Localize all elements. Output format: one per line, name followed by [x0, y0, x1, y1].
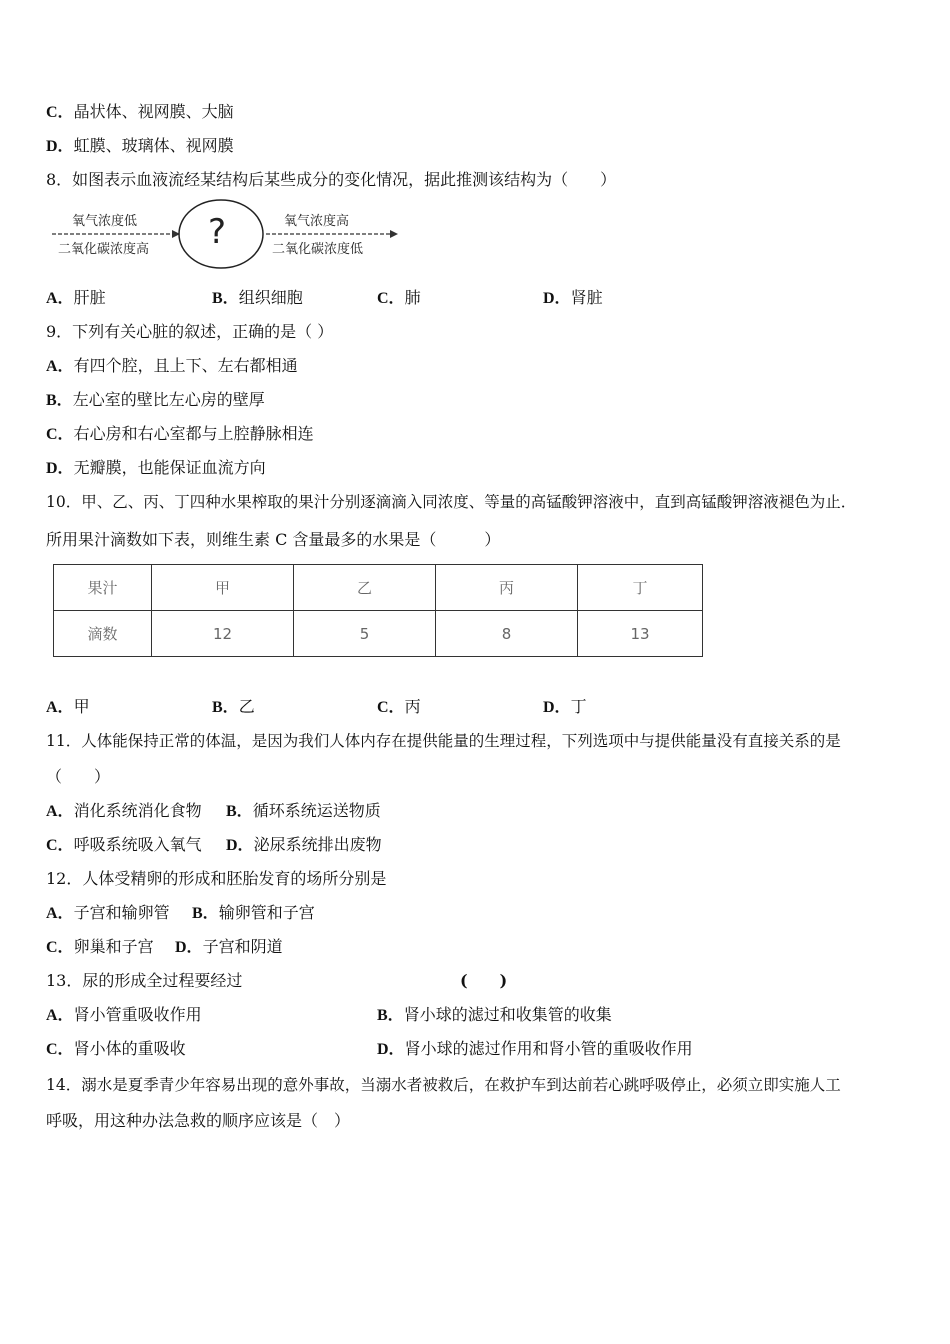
- table-row: [54, 611, 703, 657]
- q9-option-b: B．左心室的壁比左心房的壁厚: [46, 390, 265, 409]
- q11-option-c: C．呼吸系统吸入氧气: [46, 835, 202, 854]
- q12-option-d: D．子宫和阴道: [175, 937, 283, 956]
- q14-stem-line2: 呼吸，用这种办法急救的顺序应该是（ ）: [46, 1111, 351, 1130]
- q13-answer-paren: ( ): [460, 971, 508, 990]
- table-cell: 果汁: [54, 565, 152, 611]
- table-cell: 丙: [436, 565, 578, 611]
- q10-option-c: C．丙: [377, 697, 421, 716]
- table-cell: 8: [436, 611, 578, 657]
- q13-option-a: A．肾小管重吸收作用: [46, 1005, 202, 1024]
- table-cell: 13: [578, 611, 703, 657]
- q9-option-a: A．有四个腔，且上下、左右都相通: [46, 356, 298, 375]
- q10-option-b: B．乙: [212, 697, 255, 716]
- table-cell: 5: [294, 611, 436, 657]
- table-cell: 12: [152, 611, 294, 657]
- q11-stem-line2: （ ）: [46, 767, 111, 786]
- q14-stem-line1: 14．溺水是夏季青少年容易出现的意外事故，当溺水者被救后，在救护车到达前若心跳呼吸停止，必须立即实施人工: [46, 1076, 841, 1094]
- q9-stem: 9．下列有关心脏的叙述，正确的是（ ）: [46, 322, 334, 341]
- table-cell: 滴数: [54, 611, 152, 657]
- q11-option-a: A．消化系统消化食物: [46, 801, 202, 820]
- question-mark: ?: [208, 212, 227, 252]
- q10-option-d: D．丁: [543, 697, 587, 716]
- right-oxygen-label: 氧气浓度高: [284, 214, 350, 229]
- q11-option-d: D．泌尿系统排出废物: [226, 835, 382, 854]
- q12-option-b: B．输卵管和子宫: [192, 903, 315, 922]
- q9-option-d: D．无瓣膜，也能保证血流方向: [46, 458, 266, 477]
- q11-stem-line1: 11．人体能保持正常的体温，是因为我们人体内存在提供能量的生理过程，下列选项中与提供能量没有直接关系的是: [46, 732, 841, 750]
- q8-option-c: C．肺: [377, 288, 421, 307]
- q8-option-b: B．组织细胞: [212, 288, 303, 307]
- q13-option-d: D．肾小球的滤过作用和肾小管的重吸收作用: [377, 1039, 693, 1058]
- q13-option-c: C．肾小体的重吸收: [46, 1039, 186, 1058]
- q13-stem: 13．尿的形成全过程要经过: [46, 971, 243, 990]
- q11-option-b: B．循环系统运送物质: [226, 801, 381, 820]
- q8-option-d: D．肾脏: [543, 288, 603, 307]
- q12-stem: 12．人体受精卵的形成和胚胎发育的场所分别是: [46, 869, 387, 888]
- q8-option-a: A．肝脏: [46, 288, 106, 307]
- q10-option-a: A．甲: [46, 697, 90, 716]
- q8-stem: 8．如图表示血液流经某结构后某些成分的变化情况，据此推测该结构为（ ）: [46, 170, 617, 189]
- q7-option-c: C．晶状体、视网膜、大脑: [46, 102, 234, 121]
- table-header-row: [54, 565, 703, 611]
- q13-option-b: B．肾小球的滤过和收集管的收集: [377, 1005, 612, 1024]
- table-cell: 丁: [578, 565, 703, 611]
- juice-drops-table: [53, 564, 703, 657]
- q10-stem-line2: 所用果汁滴数如下表，则维生素 C 含量最多的水果是（ ）: [46, 530, 501, 549]
- q12-option-a: A．子宫和输卵管: [46, 903, 170, 922]
- blood-flow-diagram: [46, 198, 406, 270]
- q10-stem-line1: 10．甲、乙、丙、丁四种水果榨取的果汁分别逐滴滴入同浓度、等量的高锰酸钾溶液中，直到高锰酸钾溶液褪色为止．: [46, 493, 857, 511]
- q12-option-c: C．卵巢和子宫: [46, 937, 154, 956]
- left-co2-label: 二氧化碳浓度高: [58, 242, 150, 257]
- q7-option-d: D．虹膜、玻璃体、视网膜: [46, 136, 234, 155]
- left-oxygen-label: 氧气浓度低: [72, 214, 138, 229]
- table-cell: 乙: [294, 565, 436, 611]
- table-cell: 甲: [152, 565, 294, 611]
- q9-option-c: C．右心房和右心室都与上腔静脉相连: [46, 424, 314, 443]
- right-co2-label: 二氧化碳浓度低: [272, 242, 364, 257]
- right-arrow-head: [390, 230, 398, 238]
